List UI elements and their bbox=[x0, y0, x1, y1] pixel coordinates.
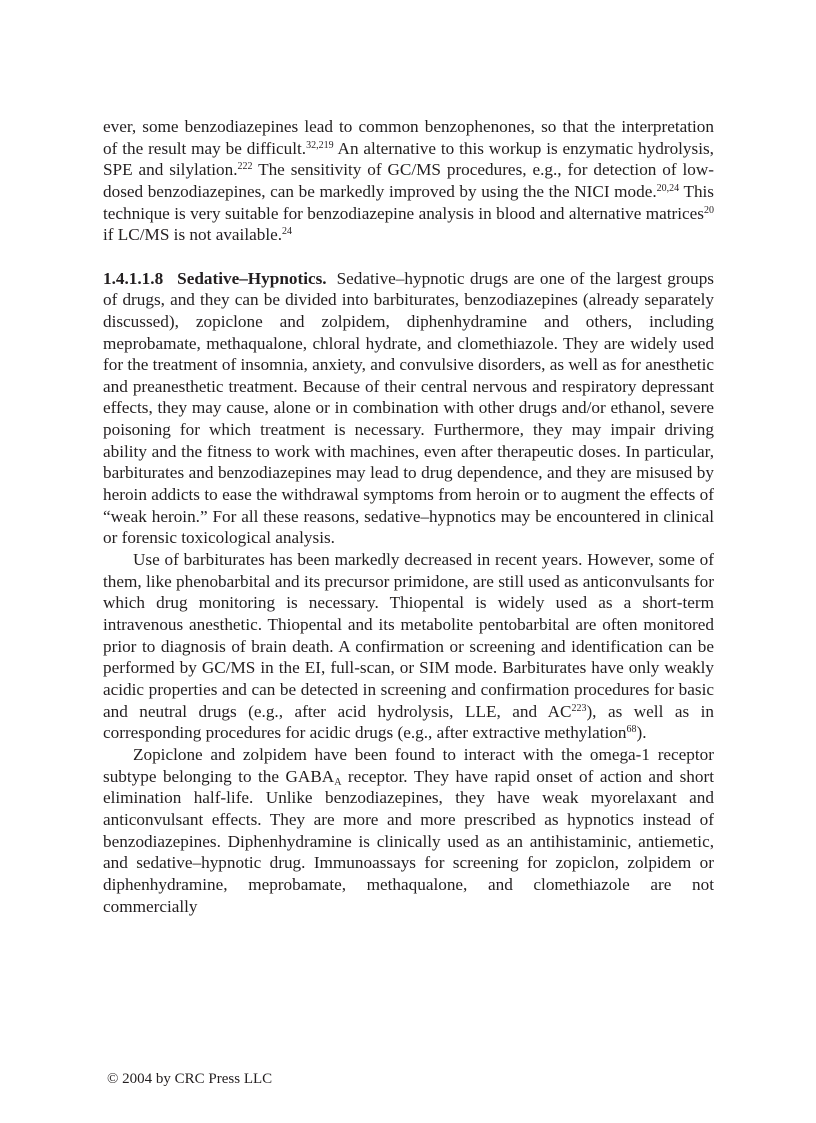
continued-paragraph bbox=[103, 116, 714, 246]
citation-superscript: 32,219 bbox=[306, 139, 334, 151]
section-number: 1.4.1.1.8 bbox=[103, 268, 164, 288]
citation-superscript: 24 bbox=[282, 226, 293, 238]
subscript: A bbox=[334, 776, 342, 788]
paragraph-text: The sensitivity of GC/MS procedures, e.g., for detection of low-dosed benzodiazepines, can be markedly improved by using the the NICI mode. bbox=[103, 160, 714, 201]
paragraph-gap bbox=[103, 246, 714, 268]
paragraph-text: ever, some benzodiazepines lead to common benzophenones, so that the interpretation of the result may be difficult. bbox=[103, 117, 714, 158]
section-paragraph bbox=[103, 268, 714, 550]
paragraph-text: ), as well as in corresponding procedures for acidic drugs (e.g., after extractive methylation bbox=[103, 701, 714, 743]
barbiturates-paragraph bbox=[103, 549, 714, 744]
paragraph-text: Zopiclone and zolpidem have been found to interact with the omega-1 receptor subtype belonging to the GABA bbox=[103, 744, 714, 786]
citation-superscript: 20 bbox=[704, 204, 714, 216]
citation-superscript: 223 bbox=[571, 702, 587, 714]
paragraph-text: if LC/MS is not available. bbox=[103, 225, 283, 245]
citation-superscript: 20,24 bbox=[656, 182, 680, 194]
zopiclone-paragraph bbox=[103, 744, 714, 917]
paragraph-text: ). bbox=[636, 723, 647, 743]
section-title: Sedative–Hypnotics. bbox=[177, 268, 327, 288]
paragraph-text: This technique is very suitable for benzodiazepine analysis in blood and alternative matrices bbox=[103, 181, 715, 223]
citation-superscript: 68 bbox=[626, 724, 637, 736]
paragraph-text: Use of barbiturates has been markedly decreased in recent years. However, some of them, like phenobarbital and its precursor primidone, are still used as anticonvulsants for which drug monitoring is necessary. Thiopental is widely used as a short-term intravenous anesthetic. Thiopental and its metabolite pentobarbital are often monitored prior to diagnosis of brain death. A confirmation or screening and identification can be performed by GC/MS in the EI, full-scan, or SIM mode. Barbiturates have only weakly acidic properties and can be detected in screening and confirmation procedures for basic and neutral drugs (e.g., after acid hydrolysis, LLE, and AC bbox=[103, 550, 714, 721]
paragraph-text: Sedative–hypnotic drugs are one of the largest groups of drugs, and they can be divided into barbiturates, benzodiazepines (already separately discussed), zopiclone and zolpidem, diphenhydramine and others, including meprobamate, methaqualone, chloral hydrate, and clomethiazole. They are widely used for the treatment of insomnia, anxiety, and convulsive disorders, as well as for anesthetic and preanesthetic treatment. Because of their central nervous and respiratory depressant effects, they may cause, alone or in combination with other drugs and/or ethanol, severe poisoning for which treatment is necessary. Furthermore, they may impair driving ability and the fitness to work with machines, even after therapeutic doses. In particular, barbiturates and benzodiazepines may lead to drug dependence, and they are misused by heroin addicts to ease the withdrawal symptoms from heroin or to augment the effects of “weak heroin.” For all these reasons, sedative–hypnotics may be encountered in clinical or forensic toxicological analysis. bbox=[103, 268, 714, 548]
citation-superscript: 222 bbox=[237, 161, 253, 173]
paragraph-text: receptor. They have rapid onset of action and short elimination half-life. Unlike benzodiazepines, they have weak myorelaxant and anticonvulsant effects. They are more and more prescribed as hypnotics instead of benzodiazepines. Diphenhydramine is clinically used as an antihistaminic, antiemetic, and sedative–hypnotic drug. Immunoassays for screening for zopiclon, zolpidem or diphenhydramine, meprobamate, methaqualone, and clomethiazole are not commercially bbox=[103, 766, 714, 916]
paragraph-text: An alternative to this workup is enzymatic hydrolysis, SPE and silylation. bbox=[103, 138, 714, 180]
copyright-footer: © 2004 by CRC Press LLC bbox=[107, 1071, 273, 1087]
page-body bbox=[103, 116, 714, 917]
